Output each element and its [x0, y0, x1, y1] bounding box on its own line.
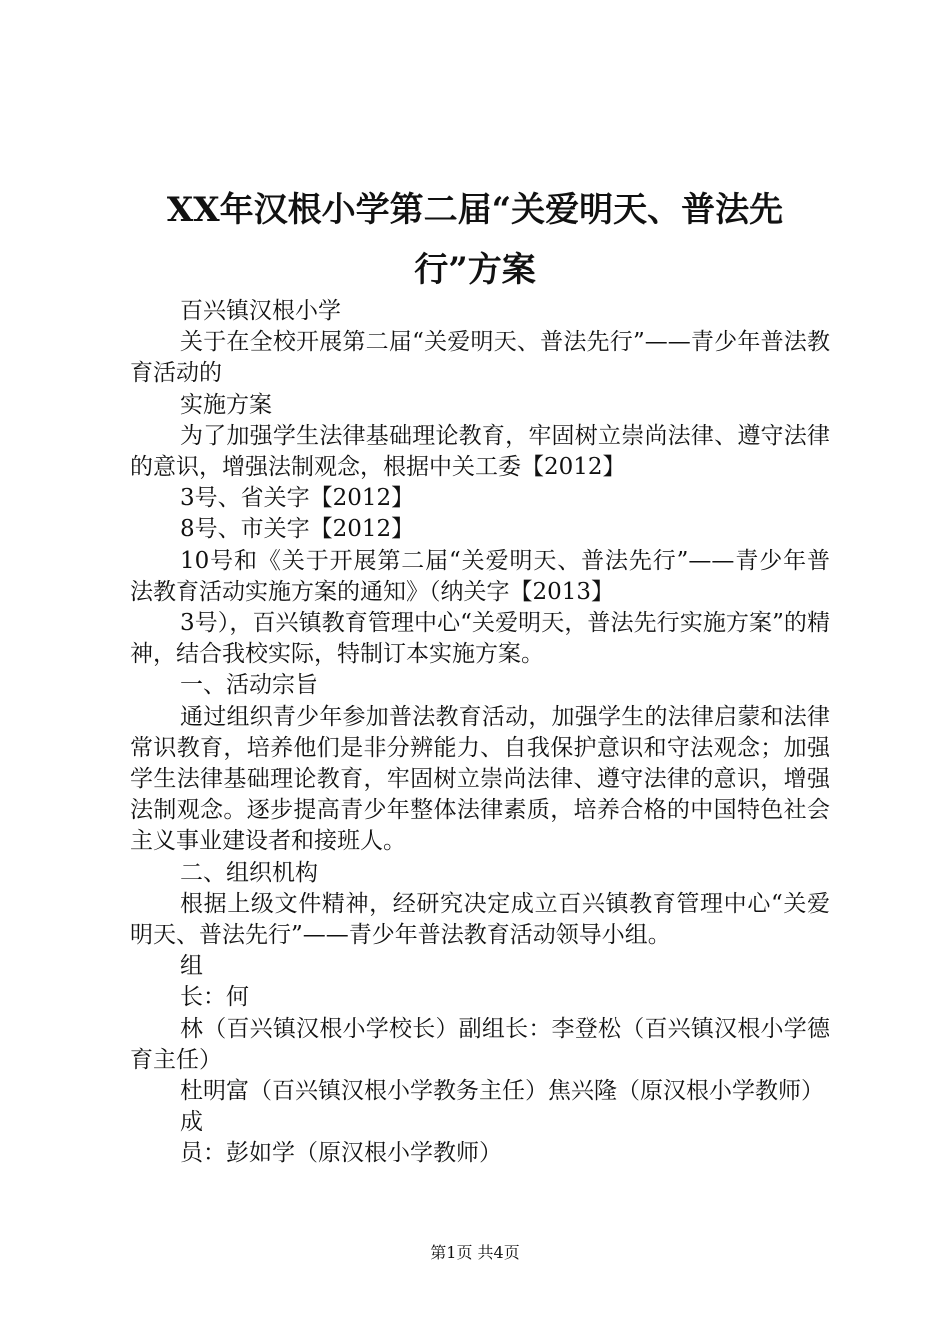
page-footer: 第1页 共4页: [430, 1243, 520, 1262]
section-heading-organization: 二、组织机构: [180, 859, 318, 886]
paragraph-leader-label-1: 组: [180, 953, 203, 980]
paragraph-purpose: 通过组织青少年参加普法教育活动，加强学生的法律启蒙和法律常识教育，培养他们是非分辨能力、自我保护意识和守法观念；加强学生法律基础理论教育，牢固树立崇尚法律、遵守法律的意识，增强法制观念。逐步提高青少年整体法律素质，培养合格的中国特色社会主义事业建设者和接班人。: [130, 703, 830, 855]
paragraph-members: 员：彭如学（原汉根小学教师）: [180, 1140, 502, 1167]
paragraph-leader-label-2: 长：何: [180, 984, 249, 1011]
paragraph-ref-3: 10号和《关于开展第二届“关爱明天、普法先行”——青少年普法教育活动实施方案的通知》（纳关字【2013】: [130, 547, 830, 605]
paragraph-leaders: 林（百兴镇汉根小学校长）副组长：李登松（百兴镇汉根小学德育主任）: [130, 1015, 830, 1073]
document-title-line-1: XX年汉根小学第二届“关爱明天、普法先: [166, 190, 784, 230]
paragraph-member-label-1: 成: [180, 1109, 203, 1136]
paragraph-plan-label: 实施方案: [180, 391, 272, 418]
paragraph-directors: 杜明富（百兴镇汉根小学教务主任）焦兴隆（原汉根小学教师）: [180, 1078, 824, 1105]
section-heading-purpose: 一、活动宗旨: [180, 672, 318, 699]
document-title-line-2: 行”方案: [414, 250, 536, 290]
paragraph-organization: 根据上级文件精神，经研究决定成立百兴镇教育管理中心“关爱明天、普法先行”——青少年普法教育活动领导小组。: [130, 890, 830, 949]
document-body: [130, 296, 830, 1170]
paragraph-ref-2: 8号、市关字【2012】: [180, 516, 415, 543]
paragraph-ref-4: 3号），百兴镇教育管理中心“关爱明天，普法先行实施方案”的精神，结合我校实际，特制订本实施方案。: [130, 610, 830, 668]
paragraph-intro: 为了加强学生法律基础理论教育，牢固树立崇尚法律、遵守法律的意识，增强法制观念，根据中关工委【2012】: [130, 422, 830, 481]
paragraph-ref-1: 3号、省关字【2012】: [180, 485, 415, 512]
paragraph-school-name: 百兴镇汉根小学: [180, 298, 341, 324]
paragraph-subject: 关于在全校开展第二届“关爱明天、普法先行”——青少年普法教育活动的: [130, 329, 830, 387]
